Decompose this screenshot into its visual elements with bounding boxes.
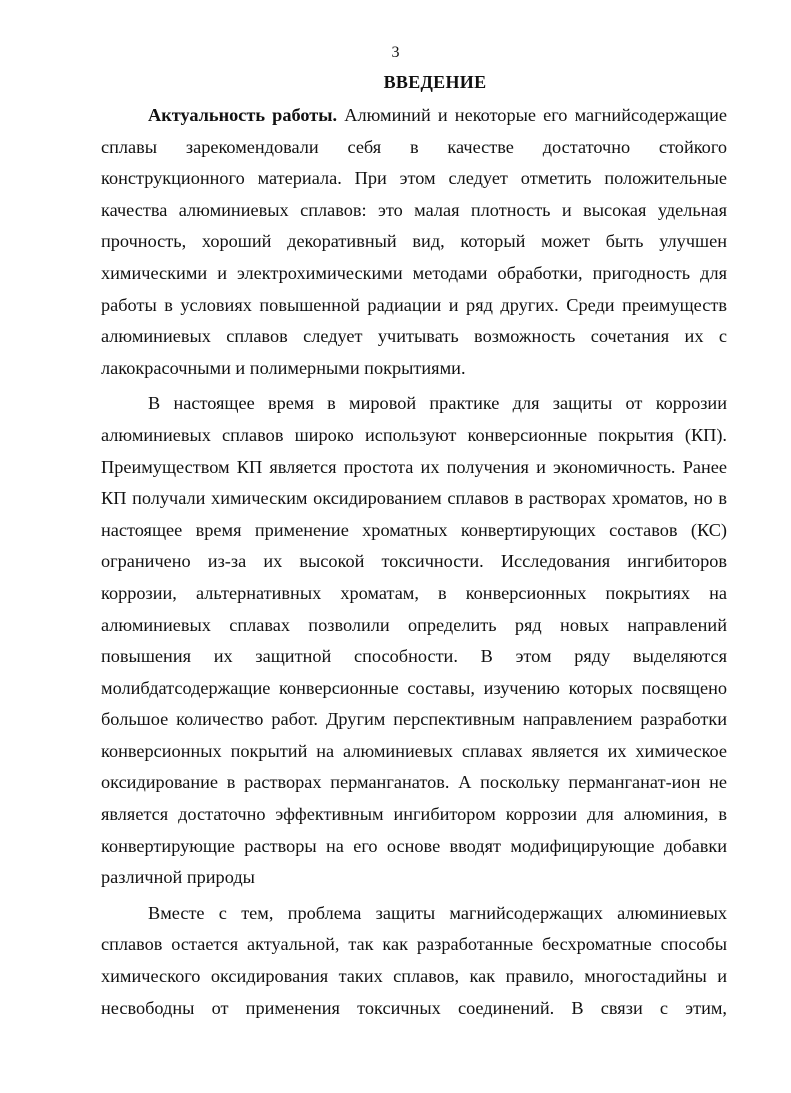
paragraph-conversion-coatings bbox=[101, 388, 727, 894]
body-text bbox=[101, 100, 727, 1024]
paragraph-text: Алюминий и некоторые его магнийсодержащие сплавы зарекомендовали себя в качестве достаточно стойкого конструкционного материала. При этом следует отметить положительные качества алюминиевых сплавов: это малая плотность и высокая удельная прочность, хороший декоративный вид, который может быть улучшен химическими и электрохимическими методами обработки, пригодность для работы в условиях повышенной радиации и ряд других. Среди преимуществ алюминиевых сплавов следует учитывать возможность сочетания их с лакокрасочными и полимерными покрытиями. bbox=[101, 105, 727, 378]
paragraph-relevance bbox=[101, 100, 727, 384]
section-title: ВВЕДЕНИЕ bbox=[383, 72, 487, 92]
page-number: 3 bbox=[391, 44, 400, 61]
paragraph-text: В настоящее время в мировой практике для защиты от коррозии алюминиевых сплавов широко используют конверсионные покрытия (КП). Преимуществом КП является простота их получения и экономичность. Ранее КП получали химическим оксидированием сплавов в растворах хроматов, но в настоящее время применение хроматных конвертирующих составов (КС) ограничено из-за их высокой токсичности. Исследования ингибиторов коррозии, альтернативных хроматам, в конверсионных покрытиях на алюминиевых сплавах позволили определить ряд новых направлений повышения их защитной способности. В этом ряду выделяются молибдатсодержащие конверсионные составы, изучению которых посвящено большое количество работ. Другим перспективным направлением разработки конверсионных покрытий на алюминиевых сплавах является их химическое оксидирование в растворах перманганатов. А поскольку перманганат-ион не является достаточно эффективным ингибитором коррозии для алюминия, в конвертирующие растворы на его основе вводят модифицирующие добавки различной природы bbox=[101, 393, 727, 888]
paragraph-lead: Актуальность работы. bbox=[148, 105, 338, 125]
paragraph-problem bbox=[101, 898, 727, 1024]
paragraph-text: Вместе с тем, проблема защиты магнийсодержащих алюминиевых сплавов остается актуальной, так как разработанные бесхроматные способы химического оксидирования таких сплавов, как правило, многостадийны и несвободны от применения токсичных соединений. В связи с этим, bbox=[101, 902, 727, 1018]
